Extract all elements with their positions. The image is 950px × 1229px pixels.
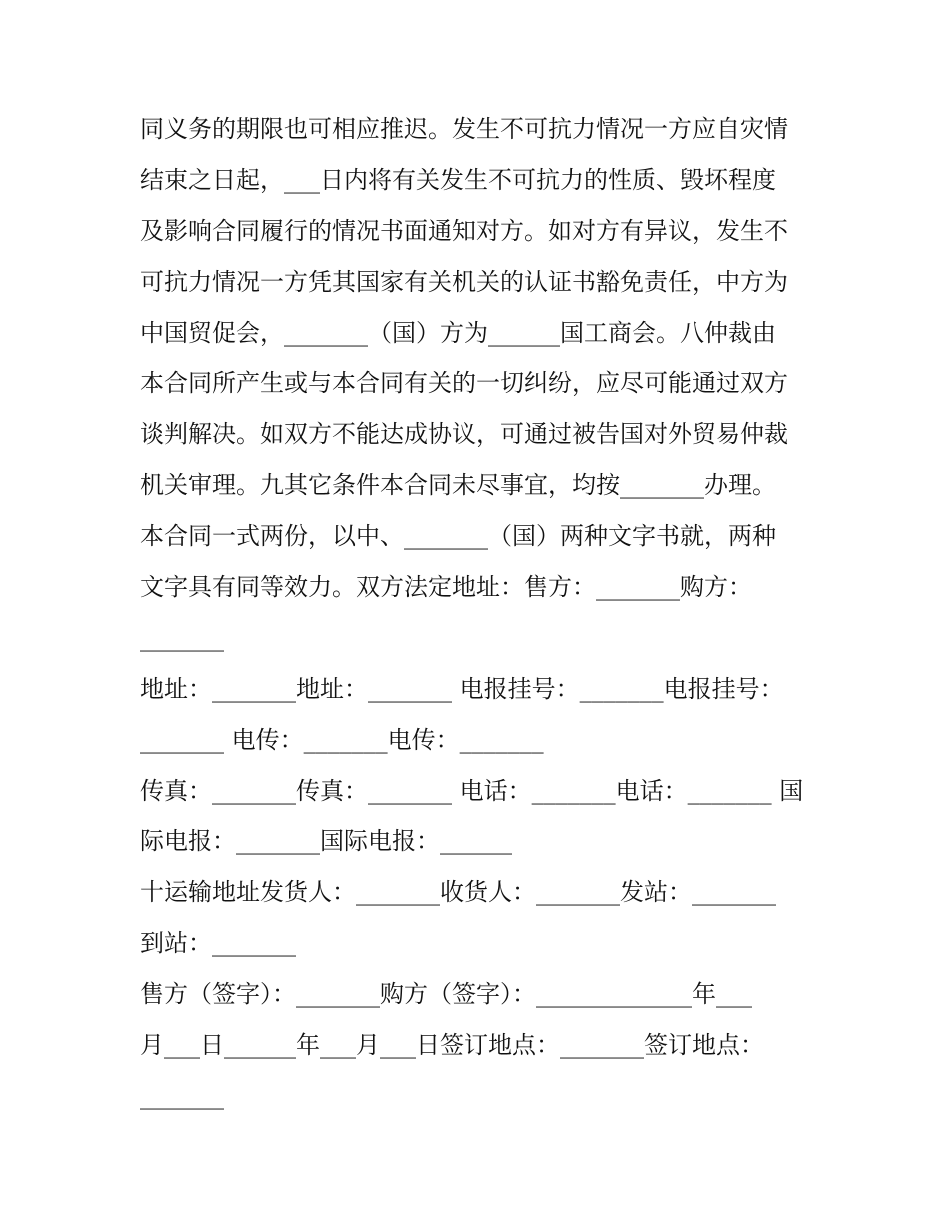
text-line: _______ <box>140 623 224 652</box>
text-line: 机关审理。九其它条件本合同未尽事宜，均按_______办理。 <box>140 471 776 500</box>
text-line: 到站：_______ <box>140 929 296 958</box>
text-line: 传真：_______传真：_______ 电话：_______电话：_______ 国 <box>140 776 804 805</box>
text-line: 文字具有同等效力。双方法定地址：售方：_______购方： <box>140 573 752 602</box>
text-line: 十运输地址发货人：_______收货人：_______发站：_______ <box>140 878 776 907</box>
text-line: 谈判解决。如双方不能达成协议，可通过被告国对外贸易仲裁 <box>140 420 788 449</box>
text-line: 结束之日起，___日内将有关发生不可抗力的性质、毁坏程度 <box>140 165 776 194</box>
text-line: 可抗力情况一方凭其国家有关机关的认证书豁免责任，中方为 <box>140 267 788 296</box>
text-line: 际电报：_______国际电报：______ <box>140 827 512 856</box>
text-line: _______ 电传：_______电传：_______ <box>140 725 544 754</box>
text-line: 本合同所产生或与本合同有关的一切纠纷，应尽可能通过双方 <box>140 369 788 398</box>
text-line: 地址：_______地址：_______ 电报挂号：_______电报挂号： <box>140 674 784 703</box>
text-line: _______ <box>140 1081 224 1110</box>
document-body <box>140 104 820 1122</box>
text-line: 中国贸促会，_______（国）方为______国工商会。八仲裁由 <box>140 318 776 347</box>
text-line: 同义务的期限也可相应推迟。发生不可抗力情况一方应自灾情 <box>140 115 788 143</box>
text-line: 月___日______年___月___日签订地点：_______签订地点： <box>140 1031 764 1060</box>
text-line: 本合同一式两份，以中、_______（国）两种文字书就，两种 <box>140 522 776 551</box>
text-line: 及影响合同履行的情况书面通知对方。如对方有异议，发生不 <box>140 216 788 245</box>
text-line: 售方（签字）：_______购方（签字）：_____________年___ <box>140 980 752 1009</box>
